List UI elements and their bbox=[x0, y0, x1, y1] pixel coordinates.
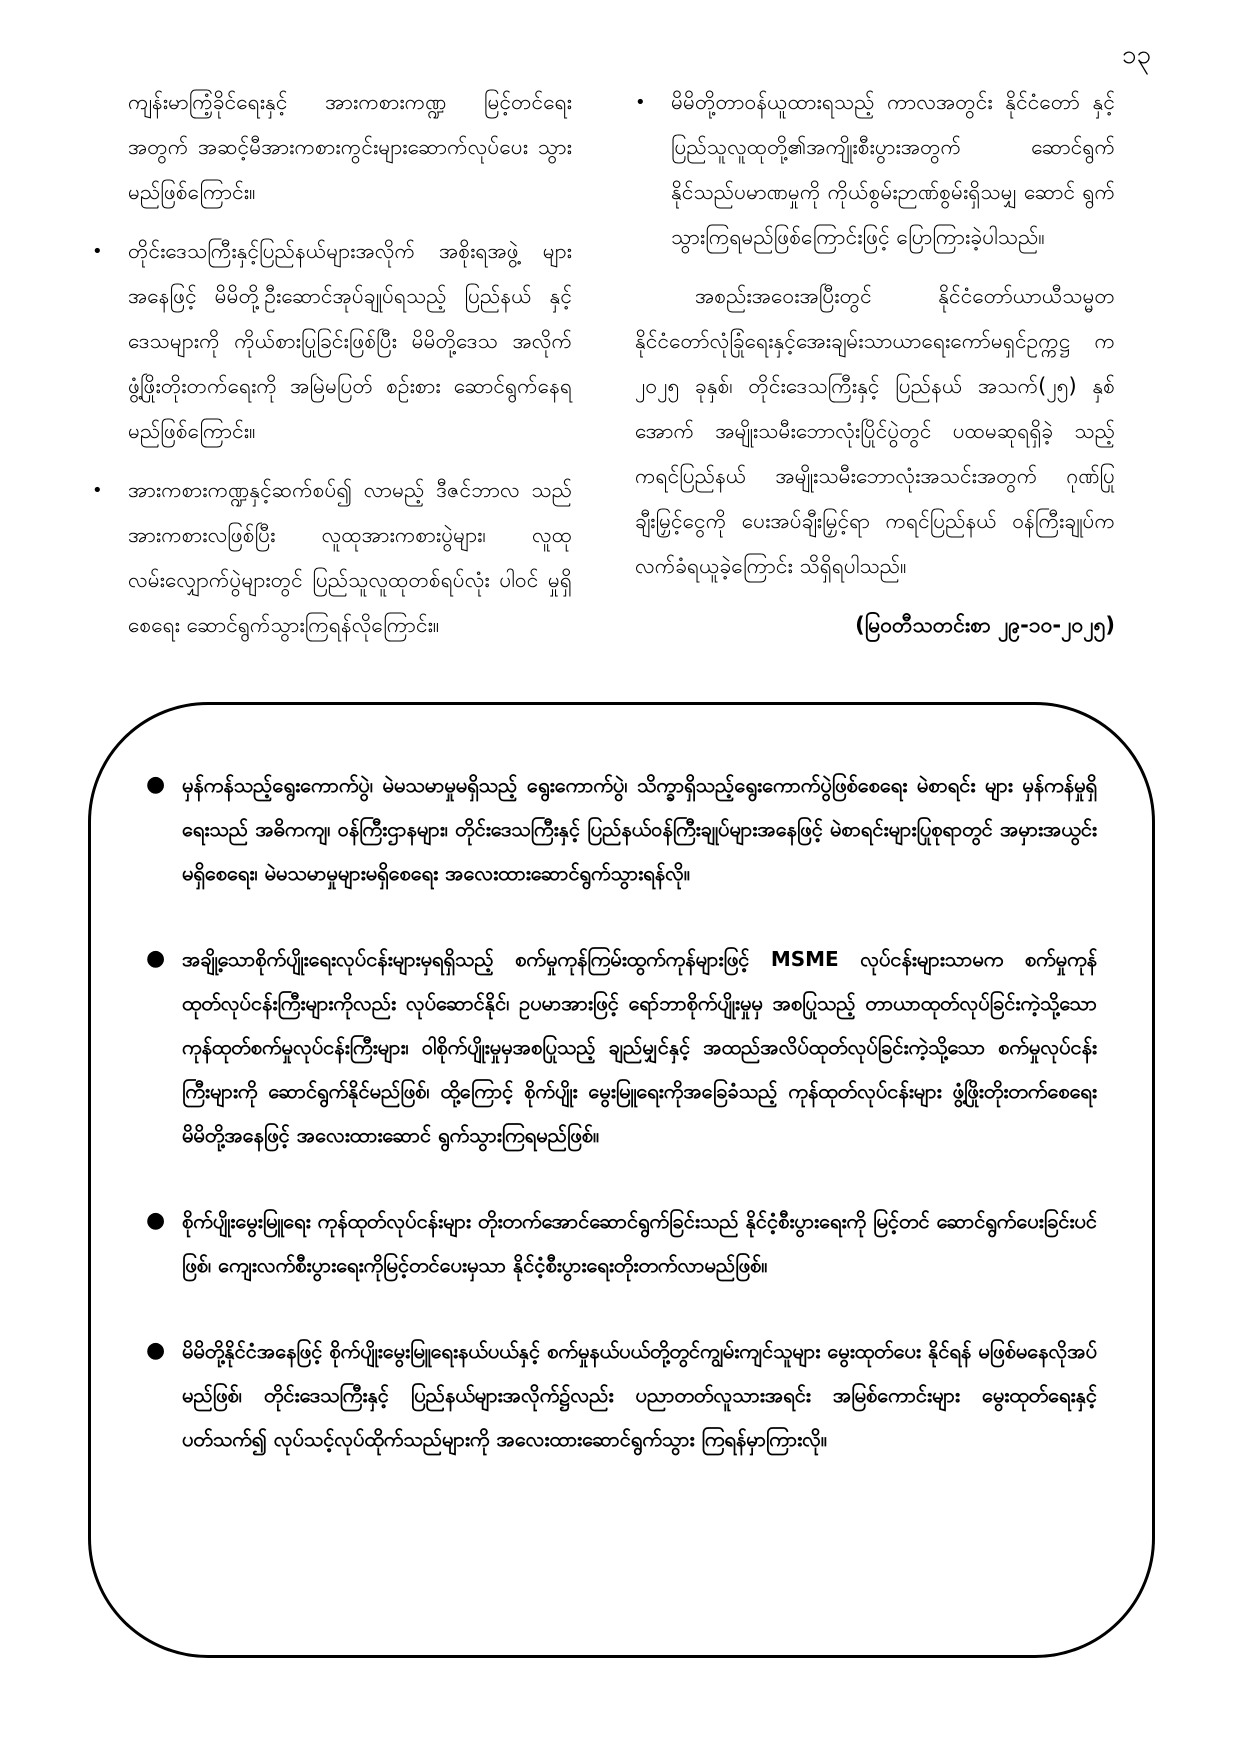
bullet-icon: • bbox=[635, 92, 646, 113]
box-item-text: စိုက်ပျိုးမွေးမြူရေး ကုန်ထုတ်လုပ်ငန်းများ တိုးတက်အောင်ဆောင်ရွက်ခြင်းသည် နိုင်ငံ့စီးပွားရေးကို မြင့်တင် ဆောင်ရွက်ပေးခြင်းပင်ဖြစ်၊ ကျေးလက်စီးပွားရေးကိုမြင့်တင်ပေးမှသာ နိုင်ငံ့စီးပွားရေးတိုးတက်လာမည်ဖြစ်။ bbox=[182, 1209, 1097, 1277]
bullet-icon: ● bbox=[146, 772, 166, 797]
box-list-item bbox=[146, 763, 1097, 895]
box-item-text: အချို့သောစိုက်ပျိုးရေးလုပ်ငန်းများမှရရှိသည့် စက်မှုကုန်ကြမ်းထွက်ကုန်များဖြင့် MSME လုပ်ငန်းများသာမက စက်မှုကုန်ထုတ်လုပ်ငန်းကြီးများကိုလည်း လုပ်ဆောင်နိုင်၊ ဥပမာအားဖြင့် ရော်ဘာစိုက်ပျိုးမှုမှ အစပြုသည့် တာယာထုတ်လုပ်ခြင်းကဲ့သို့သော ကုန်ထုတ်စက်မှုလုပ်ငန်းကြီးများ၊ ဝါစိုက်ပျိုးမှုမှအစပြုသည့် ချည်မျှင်နှင့် အထည်အလိပ်ထုတ်လုပ်ခြင်းကဲ့သို့သော စက်မှုလုပ်ငန်းကြီးများကို ဆောင်ရွက်နိုင်မည်ဖြစ်၊ ထို့ကြောင့် စိုက်ပျိုး မွေးမြူရေးကိုအခြေခံသည့် ကုန်ထုတ်လုပ်ငန်းများ ဖွံ့ဖြိုးတိုးတက်စေရေး မိမိတို့အနေဖြင့် အလေးထားဆောင် ရွက်သွားကြရမည်ဖြစ်။ bbox=[182, 947, 1097, 1147]
bullet-icon: ● bbox=[146, 946, 166, 971]
source-citation: (မြဝတီသတင်းစာ ၂၉-၁၀-၂၀၂၅) bbox=[855, 613, 1115, 637]
summary-box bbox=[88, 702, 1155, 1658]
box-item-text: မိမိတို့နိုင်ငံအနေဖြင့် စိုက်ပျိုးမွေးမြူရေးနယ်ပယ်နှင့် စက်မှုနယ်ပယ်တို့တွင်ကျွမ်းကျင်သူများ မွေးထုတ်ပေး နိုင်ရန် မဖြစ်မနေလိုအပ်မည်ဖြစ်၊ တိုင်းဒေသကြီးနှင့် ပြည်နယ်များအလိုက်၌လည်း ပညာတတ်လူသားအရင်း အမြစ်ကောင်းများ မွေးထုတ်ရေးနှင့်ပတ်သက်၍ လုပ်သင့်လုပ်ထိုက်သည်များကို အလေးထားဆောင်ရွက်သွား ကြရန်မှာကြားလို။ bbox=[182, 1339, 1097, 1451]
bullet-icon: ● bbox=[146, 1338, 166, 1363]
list-item bbox=[635, 80, 1115, 260]
box-list-item bbox=[146, 1199, 1097, 1287]
box-list-item bbox=[146, 937, 1097, 1157]
bullet-icon: • bbox=[92, 241, 103, 262]
list-item-text: တိုင်းဒေသကြီးနှင့်ပြည်နယ်များအလိုက် အစိုးရအဖွဲ့ များအနေဖြင့် မိမိတို့ဦးဆောင်အုပ်ချုပ်ရသည့် ပြည်နယ် နှင့်ဒေသများကို ကိုယ်စားပြုခြင်းဖြစ်ပြီး မိမိတို့ဒေသ အလိုက် ဖွံ့ဖြိုးတိုးတက်ရေးကို အမြဲမပြတ် စဉ်းစား ဆောင်ရွက်နေရမည်ဖြစ်ကြောင်း။ bbox=[128, 239, 572, 443]
list-item-text: အားကစားကဏ္ဍနှင့်ဆက်စပ်၍ လာမည့် ဒီဇင်ဘာလ သည် အားကစားလဖြစ်ပြီး လူထုအားကစားပွဲများ၊ လူထု လမ်းလျှောက်ပွဲများတွင် ပြည်သူလူထုတစ်ရပ်လုံး ပါဝင် မှုရှိစေရေး ဆောင်ရွက်သွားကြရန်လိုကြောင်း။ bbox=[128, 478, 572, 637]
list-item-text: မိမိတို့တာဝန်ယူထားရသည့် ကာလအတွင်း နိုင်ငံတော် နှင့် ပြည်သူလူထုတို့၏အကျိုးစီးပွားအတွက် ဆောင်ရွက် နိုင်သည်ပမာဏမှုကို ကိုယ်စွမ်းဉာဏ်စွမ်းရှိသမျှ ဆောင် ရွက်သွားကြရမည်ဖြစ်ကြောင်းဖြင့် ပြောကြားခဲ့ပါသည်။ bbox=[671, 90, 1115, 249]
body-paragraph: အစည်းအဝေးအပြီးတွင် နိုင်ငံတော်ယာယီသမ္မတ နိုင်ငံတော်လုံခြုံရေးနှင့်အေးချမ်းသာယာရေးကော်မရှင်ဥက္ကဋ္ဌ က ၂၀၂၅ ခုနှစ်၊ တိုင်းဒေသကြီးနှင့် ပြည်နယ် အသက်(၂၅) နှစ်အောက် အမျိုးသမီးဘောလုံးပြိုင်ပွဲတွင် ပထမဆုရရှိခဲ့ သည့် ကရင်ပြည်နယ် အမျိုးသမီးဘောလုံးအသင်းအတွက် ဂုဏ်ပြုချီးမြှင့်ငွေကို ပေးအပ်ချီးမြှင့်ရာ ကရင်ပြည်နယ် ဝန်ကြီးချုပ်က လက်ခံရယူခဲ့ကြောင်း သိရှိရပါသည်။ bbox=[635, 284, 1115, 578]
box-item-text: မှန်ကန်သည့်ရွေးကောက်ပွဲ၊ မဲမသမာမှုမရှိသည့် ရွေးကောက်ပွဲ၊ သိက္ခာရှိသည့်ရွေးကောက်ပွဲဖြစ်စေရေး မဲစာရင်း များ မှန်ကန်မှုရှိရေးသည် အဓိကကျ၊ ဝန်ကြီးဌာနများ၊ တိုင်းဒေသကြီးနှင့် ပြည်နယ်ဝန်ကြီးချုပ်များအနေဖြင့် မဲစာရင်းများပြုစုရာတွင် အမှားအယွင်းမရှိစေရေး၊ မဲမသမာမှုများမရှိစေရေး အလေးထားဆောင်ရွက်သွားရန်လို။ bbox=[182, 773, 1097, 885]
right-column bbox=[635, 80, 1115, 662]
list-item bbox=[92, 468, 572, 648]
left-column bbox=[92, 80, 572, 662]
list-item bbox=[92, 229, 572, 454]
box-list-item bbox=[146, 1329, 1097, 1461]
bullet-icon: • bbox=[92, 480, 103, 501]
page-number: ၁၃ bbox=[1121, 40, 1151, 70]
bullet-icon: ● bbox=[146, 1208, 166, 1233]
left-continuation-text: ကျန်းမာကြံ့ခိုင်ရေးနှင့် အားကစားကဏ္ဍ မြင့်တင်ရေး အတွက် အဆင့်မီအားကစားကွင်းများဆောက်လုပ်ပေး သွားမည်ဖြစ်ကြောင်း။ bbox=[128, 90, 572, 204]
